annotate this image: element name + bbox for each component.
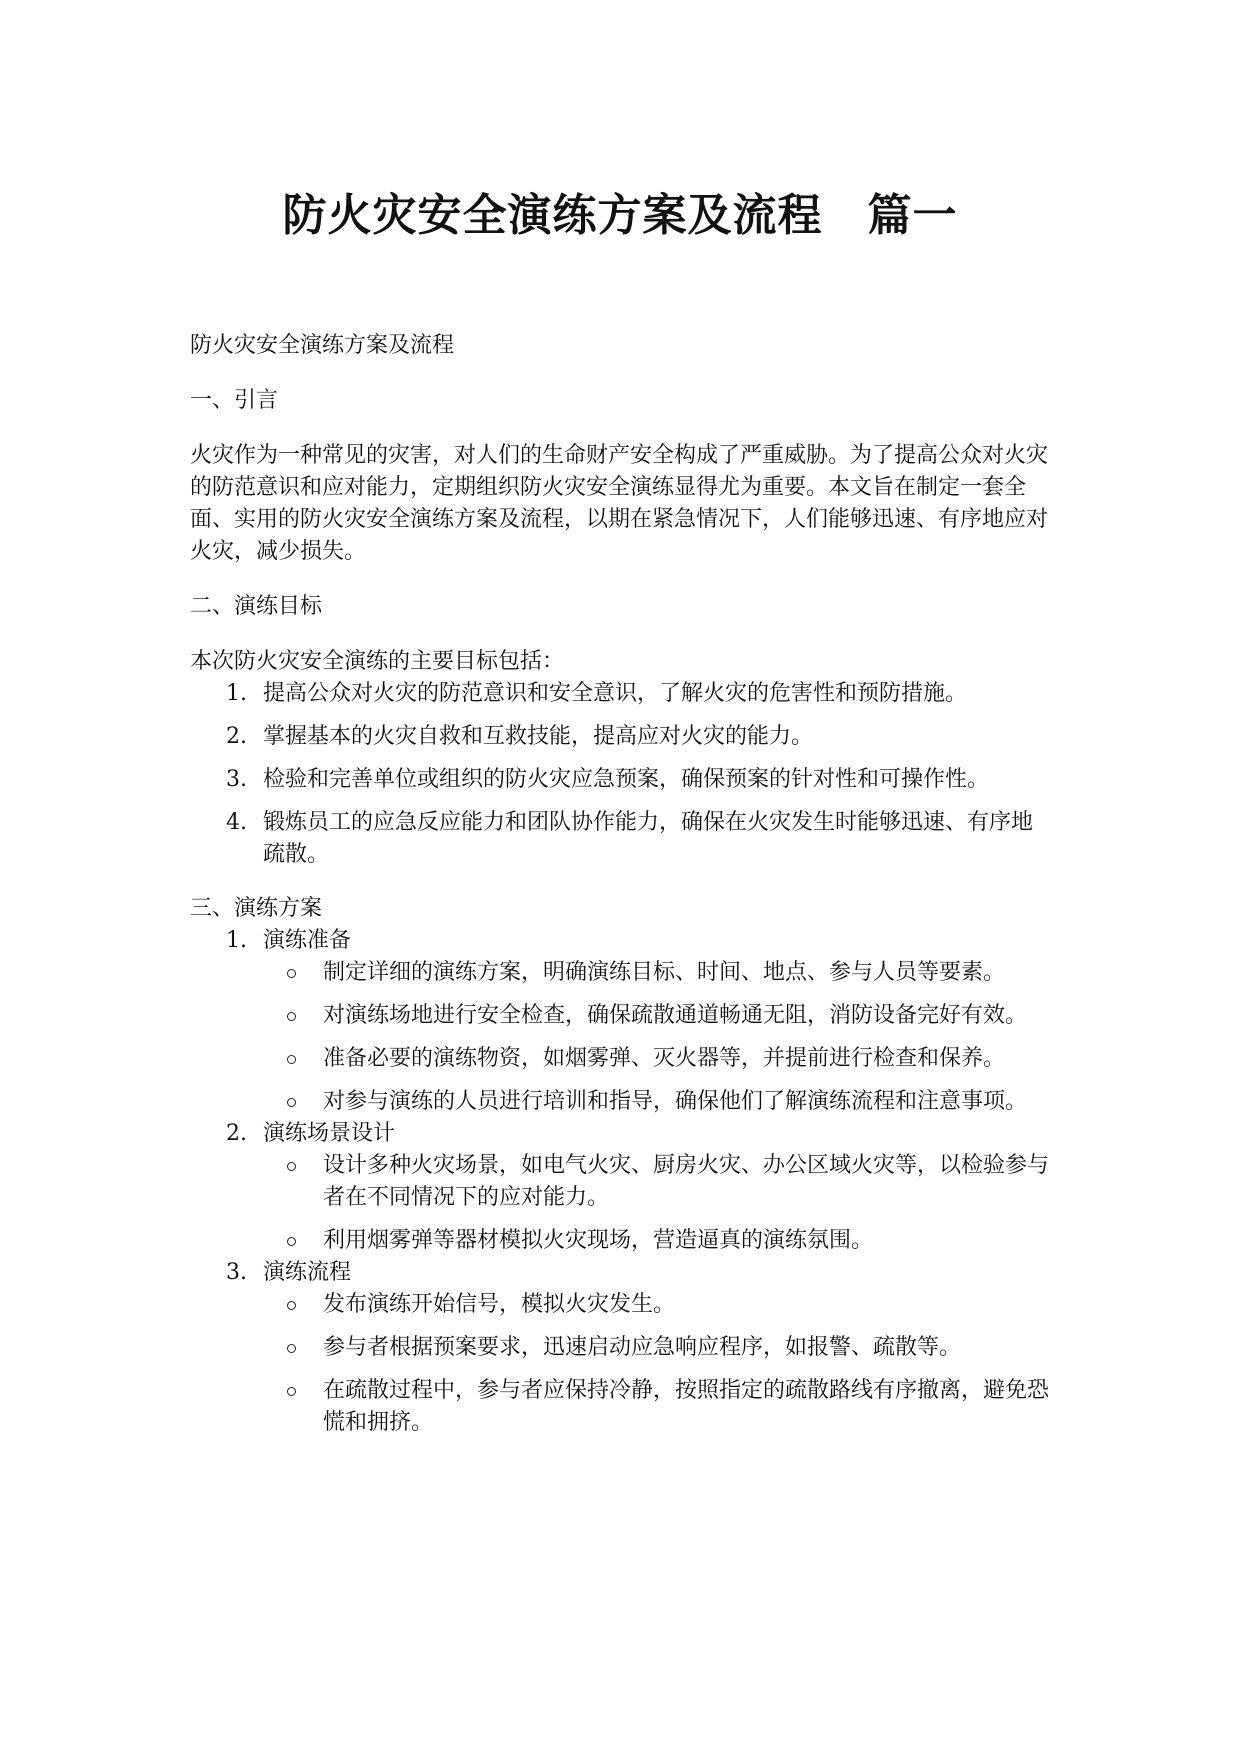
plan-label: 演练流程 [263, 1260, 352, 1285]
sub-item-text: 参与者根据预案要求，迅速启动应急响应程序，如报警、疏散等。 [323, 1335, 962, 1360]
plan-label: 演练场景设计 [263, 1121, 396, 1146]
circle-bullet-icon [287, 1301, 296, 1310]
section-heading-plan: 三、演练方案 [190, 896, 323, 921]
sub-item [263, 1043, 1050, 1075]
plan-number: 2. [226, 1121, 247, 1146]
intro-paragraph: 火灾作为一种常见的灾害，对人们的生命财产安全构成了严重威胁。为了提高公众对火灾的防范意识和应对能力，定期组织防火灾安全演练显得尤为重要。本文旨在制定一套全面、实用的防火灾安全演练方案及流程，以期在紧急情况下，人们能够迅速、有序地应对火灾，减少损失。 [190, 443, 1049, 564]
sub-item [263, 1225, 1050, 1257]
circle-bullet-icon [287, 1162, 296, 1171]
goal-item [190, 721, 1050, 753]
plan-list [190, 925, 1050, 1439]
sub-item [263, 1332, 1050, 1364]
plan-label: 演练准备 [263, 928, 352, 953]
sub-item-text: 对参与演练的人员进行培训和指导，确保他们了解演练流程和注意事项。 [323, 1089, 1028, 1114]
subtitle: 防火灾安全演练方案及流程 [190, 333, 455, 358]
goals-lead: 本次防火灾安全演练的主要目标包括： [190, 649, 565, 674]
sub-item [263, 1086, 1050, 1118]
sub-item-text: 利用烟雾弹等器材模拟火灾现场，营造逼真的演练氛围。 [323, 1228, 874, 1253]
circle-bullet-icon [287, 1237, 296, 1246]
plan-item-scenario [190, 1118, 1050, 1257]
sub-item [263, 1150, 1050, 1214]
sub-item-text: 制定详细的演练方案，明确演练目标、时间、地点、参与人员等要素。 [323, 960, 1006, 985]
section-heading-goals: 二、演练目标 [190, 594, 323, 619]
sub-item [263, 1289, 1050, 1321]
circle-bullet-icon [287, 969, 296, 978]
plan-item-preparation [190, 925, 1050, 1118]
plan-sub-list [263, 1150, 1050, 1257]
plan-number: 1. [226, 928, 247, 953]
sub-item [263, 957, 1050, 989]
sub-item-text: 对演练场地进行安全检查，确保疏散通道畅通无阻，消防设备完好有效。 [323, 1003, 1028, 1028]
plan-sub-list [263, 1289, 1050, 1439]
goal-number: 1. [226, 681, 247, 706]
document-body [190, 330, 1050, 1439]
sub-item [263, 1000, 1050, 1032]
circle-bullet-icon [287, 1098, 296, 1107]
goal-number: 3. [226, 767, 247, 792]
page-title: 防火灾安全演练方案及流程 篇一 [282, 190, 958, 241]
goal-item [190, 764, 1050, 796]
goal-text: 掌握基本的火灾自救和互救技能，提高应对火灾的能力。 [263, 724, 814, 749]
circle-bullet-icon [287, 1055, 296, 1064]
goal-text: 锻炼员工的应急反应能力和团队协作能力，确保在火灾发生时能够迅速、有序地疏散。 [263, 810, 1034, 867]
plan-sub-list [263, 957, 1050, 1118]
goal-item [190, 807, 1050, 871]
plan-number: 3. [226, 1260, 247, 1285]
sub-item [263, 1375, 1050, 1439]
sub-item-text: 发布演练开始信号，模拟火灾发生。 [323, 1292, 676, 1317]
goal-number: 2. [226, 724, 247, 749]
section-heading-intro: 一、引言 [190, 388, 279, 413]
sub-item-text: 准备必要的演练物资，如烟雾弹、灭火器等，并提前进行检查和保养。 [323, 1046, 1006, 1071]
goal-text: 检验和完善单位或组织的防火灾应急预案，确保预案的针对性和可操作性。 [263, 767, 990, 792]
circle-bullet-icon [287, 1012, 296, 1021]
plan-item-process [190, 1257, 1050, 1439]
goal-text: 提高公众对火灾的防范意识和安全意识，了解火灾的危害性和预防措施。 [263, 681, 968, 706]
goals-list [190, 678, 1050, 871]
sub-item-text: 在疏散过程中，参与者应保持冷静，按照指定的疏散路线有序撤离，避免恐慌和拥挤。 [323, 1378, 1050, 1435]
sub-item-text: 设计多种火灾场景，如电气火灾、厨房火灾、办公区域火灾等，以检验参与者在不同情况下的应对能力。 [323, 1153, 1050, 1210]
circle-bullet-icon [287, 1387, 296, 1396]
goal-number: 4. [226, 810, 247, 835]
goal-item [190, 678, 1050, 710]
circle-bullet-icon [287, 1344, 296, 1353]
